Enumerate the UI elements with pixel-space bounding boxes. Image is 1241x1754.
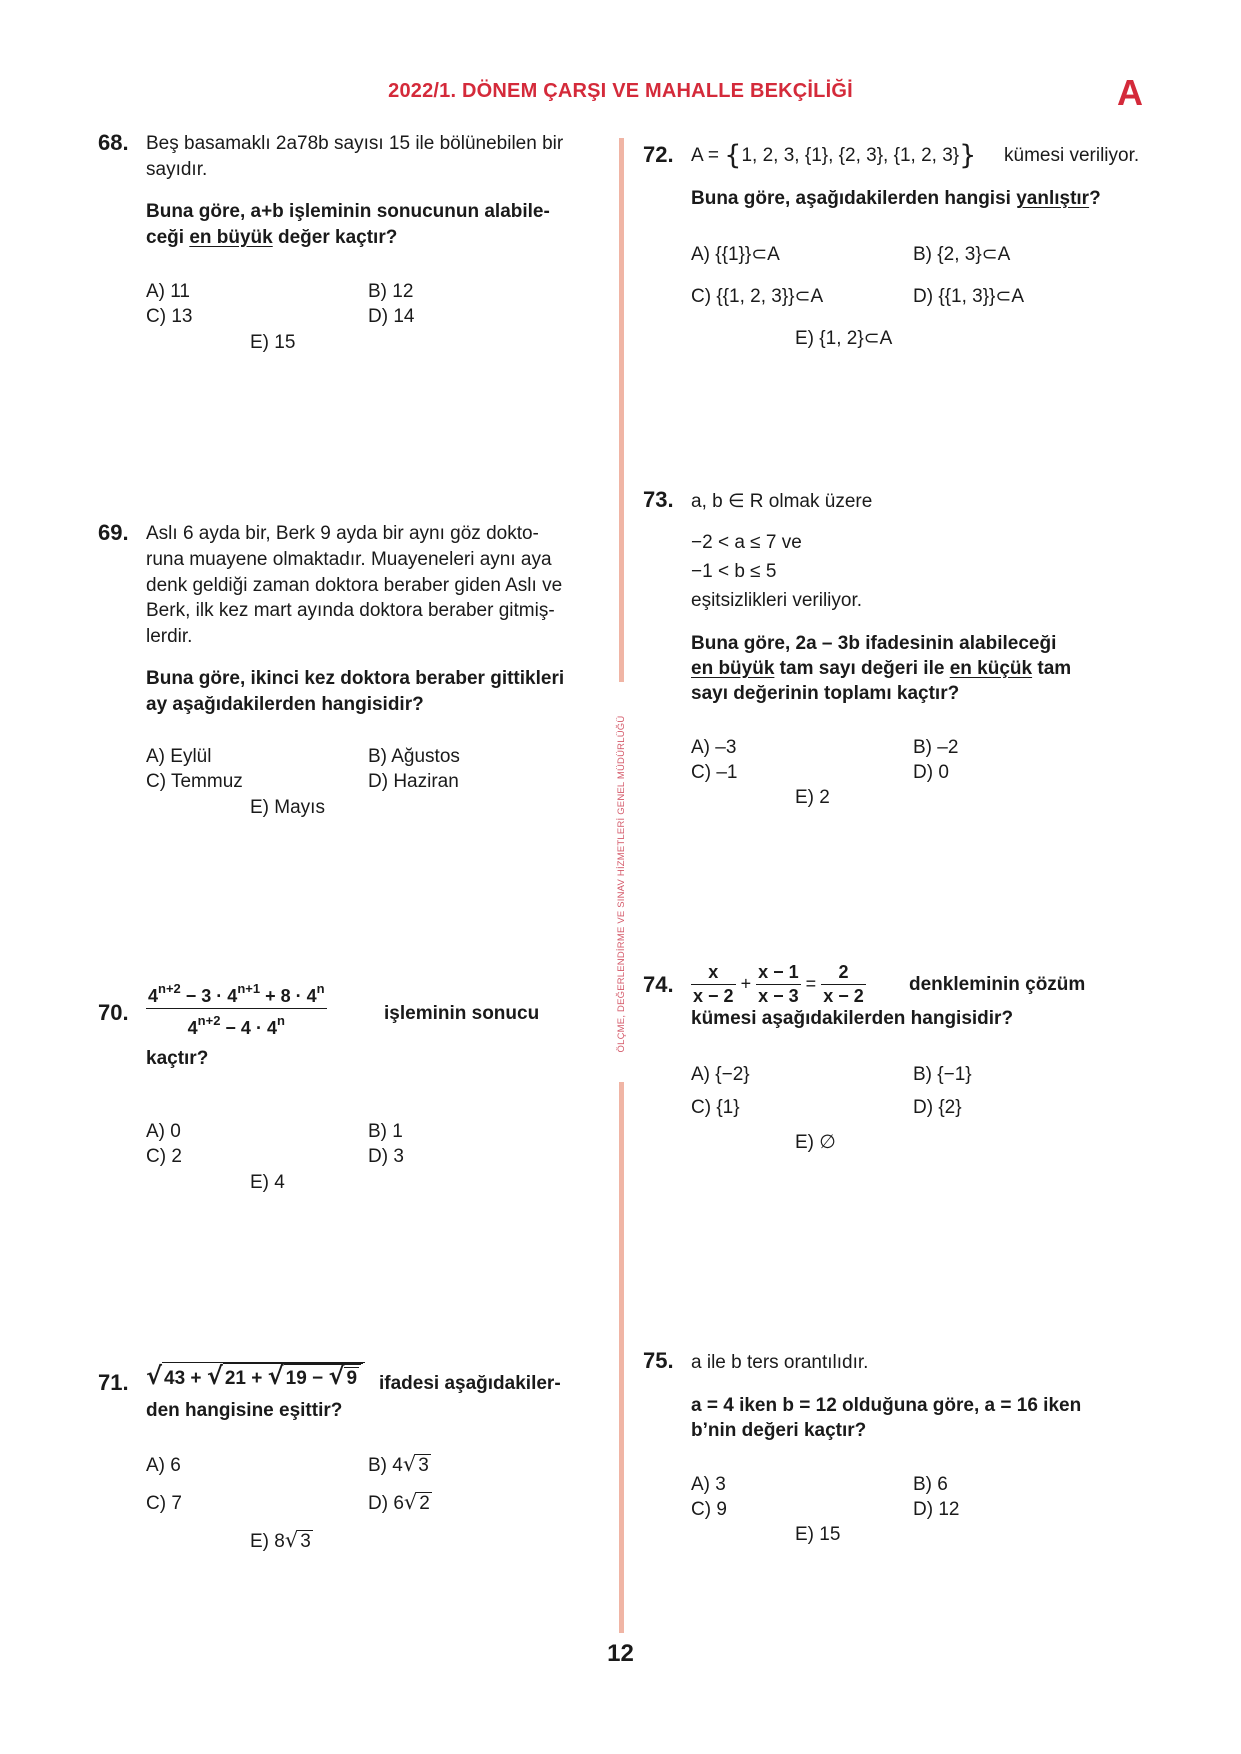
option-c[interactable]: C) {1} — [691, 1097, 740, 1118]
fraction — [691, 962, 736, 1007]
equation — [691, 962, 866, 1007]
question-number: 71. — [98, 1370, 129, 1395]
question-number: 69. — [98, 520, 129, 545]
fraction — [756, 962, 801, 1007]
option-label: E) 8 — [250, 1531, 285, 1552]
fraction — [146, 978, 327, 1039]
question-text: eşitsizlikleri veriliyor. — [691, 590, 863, 611]
option-b[interactable]: B) Ağustos — [368, 746, 460, 767]
option-label: D) — [913, 286, 939, 307]
option-set: {{1, 2, 3}} — [716, 286, 795, 307]
question-text: Berk, ilk kez mart ayında doktora beraber gitmiş- — [146, 600, 555, 621]
option-b[interactable]: B) 12 — [368, 281, 414, 302]
question-text: sayıdır. — [146, 159, 208, 180]
question-prompt: kümesi aşağıdakilerden hangisidir? — [691, 1008, 1014, 1029]
denominator — [146, 1008, 327, 1039]
option-set: {{1, 3}} — [938, 286, 996, 307]
exponent: n+1 — [237, 981, 261, 996]
prompt-part: değer kaçtır? — [272, 227, 398, 248]
option-set: {{1}} — [715, 244, 752, 265]
option-label: C) — [691, 286, 717, 307]
radical-sign: √ — [146, 1362, 163, 1390]
option-a[interactable]: A) 3 — [691, 1474, 726, 1495]
option-e[interactable] — [250, 1528, 313, 1553]
term: 21 + — [224, 1368, 268, 1389]
option-a[interactable]: A) 11 — [146, 281, 191, 302]
radicand: 3 — [300, 1531, 311, 1552]
prompt-part: tam — [1032, 658, 1072, 679]
question-prompt — [146, 227, 397, 249]
radicand: 9 — [346, 1368, 358, 1389]
option-e[interactable]: E) ∅ — [795, 1132, 836, 1153]
term: 4 — [187, 1018, 198, 1038]
question-prompt: Buna göre, 2a – 3b ifadesinin alabileceği — [691, 633, 1057, 654]
option-e[interactable]: E) 4 — [250, 1172, 285, 1193]
denominator: x − 3 — [758, 986, 799, 1006]
question-prompt: ifadesi aşağıdakiler- — [379, 1373, 561, 1394]
subset-symbol: ⊂A — [863, 328, 893, 349]
question-text: Aslı 6 ayda bir, Berk 9 ayda bir aynı göz dokto- — [146, 523, 539, 544]
option-a[interactable]: A) –3 — [691, 737, 737, 758]
option-b[interactable]: B) –2 — [913, 737, 959, 758]
term: − 4 · 4 — [220, 1018, 277, 1038]
question-prompt: den hangisine eşittir? — [146, 1400, 343, 1421]
question-number: 68. — [98, 130, 129, 155]
option-a[interactable] — [691, 243, 780, 266]
option-c[interactable]: C) 13 — [146, 306, 193, 327]
question-prompt — [691, 658, 1071, 680]
option-e[interactable] — [795, 327, 892, 350]
option-e[interactable]: E) 15 — [250, 332, 296, 353]
option-c[interactable]: C) 7 — [146, 1493, 182, 1514]
question-number: 70. — [98, 1000, 129, 1025]
denominator: x − 2 — [693, 986, 734, 1006]
radical-sign: √ — [402, 1452, 417, 1476]
option-set: {2, 3} — [937, 244, 982, 265]
subset-symbol: ⊂A — [995, 286, 1024, 307]
subset-symbol: ⊂A — [981, 244, 1011, 265]
inequality: −2 < a ≤ 7 ve — [691, 532, 802, 553]
radical-sign: √ — [206, 1362, 223, 1390]
subset-symbol: ⊂A — [751, 244, 780, 265]
question-number: 75. — [643, 1348, 674, 1373]
nested-radical — [146, 1362, 365, 1390]
term: + 8 · 4 — [260, 986, 317, 1006]
question-text: Beş basamaklı 2a78b sayısı 15 ile bölünebilen bir — [146, 133, 564, 154]
equals-sign: = — [805, 973, 817, 994]
option-set: {1, 2} — [819, 328, 864, 349]
set-prefix: A = — [691, 145, 719, 166]
set-definition — [691, 140, 976, 171]
option-d[interactable]: D) 14 — [368, 306, 415, 327]
question-text: a ile b ters orantılıdır. — [691, 1352, 869, 1373]
option-label: A) — [691, 244, 716, 265]
radicand — [284, 1364, 361, 1390]
option-label: B) — [913, 244, 938, 265]
plus-sign: + — [740, 973, 752, 994]
prompt-part: ? — [1089, 188, 1101, 209]
denominator: x − 2 — [823, 986, 864, 1006]
question-prompt: Buna göre, ikinci kez doktora beraber gittikleri — [146, 668, 565, 689]
exponent: n+2 — [197, 1013, 221, 1028]
option-b[interactable] — [368, 1452, 431, 1477]
fraction — [821, 962, 866, 1007]
vertical-text-wrap — [611, 682, 633, 1082]
radicand — [223, 1363, 363, 1390]
option-c[interactable] — [691, 285, 823, 308]
option-d[interactable] — [913, 285, 1024, 308]
vertical-publisher-text: ÖLÇME, DEĞERLENDİRME VE SINAV HİZMETLERİ GENEL MÜDÜRLÜĞÜ — [616, 715, 627, 1053]
question-prompt: denkleminin çözüm — [909, 974, 1086, 995]
option-d[interactable]: D) 12 — [913, 1499, 960, 1520]
option-a[interactable]: A) Eylül — [146, 746, 212, 767]
question-prompt: Buna göre, a+b işleminin sonucunun alabile- — [146, 201, 550, 222]
question-text: denk geldiği zaman doktora beraber giden Aslı ve — [146, 575, 563, 596]
option-e[interactable]: E) 2 — [795, 787, 830, 808]
option-label: D) 6 — [368, 1493, 404, 1514]
numerator: x — [708, 962, 719, 982]
exam-title: 2022/1. DÖNEM ÇARŞI VE MAHALLE BEKÇİLİĞİ — [388, 80, 853, 102]
numerator — [146, 978, 327, 1008]
prompt-part: Buna göre, aşağıdakilerden hangisi — [691, 188, 1017, 209]
option-b[interactable] — [913, 243, 1010, 266]
option-c[interactable]: C) Temmuz — [146, 771, 243, 792]
set-body: 1, 2, 3, {1}, {2, 3}, {1, 2, 3} — [741, 145, 960, 166]
prompt-part: tam sayı değeri ile — [774, 658, 950, 679]
option-e[interactable]: E) 15 — [795, 1524, 841, 1545]
brace-right: } — [959, 140, 977, 171]
radicand: 3 — [418, 1455, 429, 1476]
option-c[interactable]: C) 2 — [146, 1146, 182, 1167]
booklet-letter: A — [1117, 72, 1143, 113]
numerator: 2 — [838, 962, 849, 982]
option-e[interactable]: E) Mayıs — [250, 797, 325, 818]
page-number: 12 — [607, 1640, 634, 1667]
radicand: 2 — [419, 1493, 430, 1514]
term: − 3 · 4 — [180, 986, 238, 1006]
question-prompt: ay aşağıdakilerden hangisidir? — [146, 694, 424, 715]
question-text: lerdir. — [146, 626, 193, 647]
option-c[interactable]: C) 9 — [691, 1499, 727, 1520]
radicand — [162, 1362, 365, 1390]
radical-sign: √ — [267, 1362, 284, 1390]
question-number: 72. — [643, 142, 674, 167]
term: 43 + — [164, 1368, 207, 1389]
numerator: x − 1 — [758, 962, 799, 982]
option-b[interactable]: B) {−1} — [913, 1064, 972, 1085]
option-a[interactable]: A) 6 — [146, 1455, 181, 1476]
option-d[interactable]: D) 3 — [368, 1146, 404, 1167]
radical-sign: √ — [284, 1528, 299, 1552]
question-prompt: sayı değerinin toplamı kaçtır? — [691, 683, 960, 704]
prompt-underlined: yanlıştır — [1016, 188, 1090, 209]
option-d[interactable]: D) Haziran — [368, 771, 459, 792]
option-c[interactable]: C) –1 — [691, 762, 738, 783]
term: 4 — [148, 986, 159, 1006]
question-prompt: a = 4 iken b = 12 olduğuna göre, a = 16 iken — [691, 1395, 1082, 1416]
term: 19 − — [285, 1368, 329, 1389]
exponent: n — [316, 981, 325, 996]
option-a[interactable]: A) 0 — [146, 1121, 181, 1142]
inequality: −1 < b ≤ 5 — [691, 561, 777, 582]
prompt-underlined: en büyük — [189, 227, 273, 248]
option-d[interactable] — [368, 1490, 432, 1515]
question-number: 73. — [643, 487, 674, 512]
exponent: n — [276, 1013, 285, 1028]
question-prompt — [691, 188, 1101, 210]
question-text: runa muayene olmaktadır. Muayeneleri aynı aya — [146, 549, 552, 570]
question-text: a, b ∈ R olmak üzere — [691, 491, 873, 512]
option-label: B) 4 — [368, 1455, 403, 1476]
prompt-underlined: en büyük — [691, 658, 775, 679]
option-d[interactable]: D) 0 — [913, 762, 949, 783]
prompt-underlined: en küçük — [949, 658, 1033, 679]
question-number: 74. — [643, 972, 674, 997]
brace-left: { — [724, 140, 742, 171]
question-text: kümesi veriliyor. — [1004, 145, 1140, 166]
option-b[interactable]: B) 6 — [913, 1474, 948, 1495]
exponent: n+2 — [158, 981, 181, 996]
question-prompt: kaçtır? — [146, 1048, 209, 1069]
option-label: E) — [795, 328, 820, 349]
radical-sign: √ — [328, 1362, 345, 1390]
radical-sign: √ — [403, 1490, 418, 1514]
prompt-part: ceği — [146, 227, 190, 248]
option-a[interactable]: A) {−2} — [691, 1064, 750, 1085]
question-prompt: işleminin sonucu — [384, 1003, 540, 1024]
option-d[interactable]: D) {2} — [913, 1097, 962, 1118]
option-b[interactable]: B) 1 — [368, 1121, 403, 1142]
fraction-expression — [146, 978, 327, 1039]
subset-symbol: ⊂A — [794, 286, 824, 307]
question-prompt: b’nin değeri kaçtır? — [691, 1420, 867, 1441]
